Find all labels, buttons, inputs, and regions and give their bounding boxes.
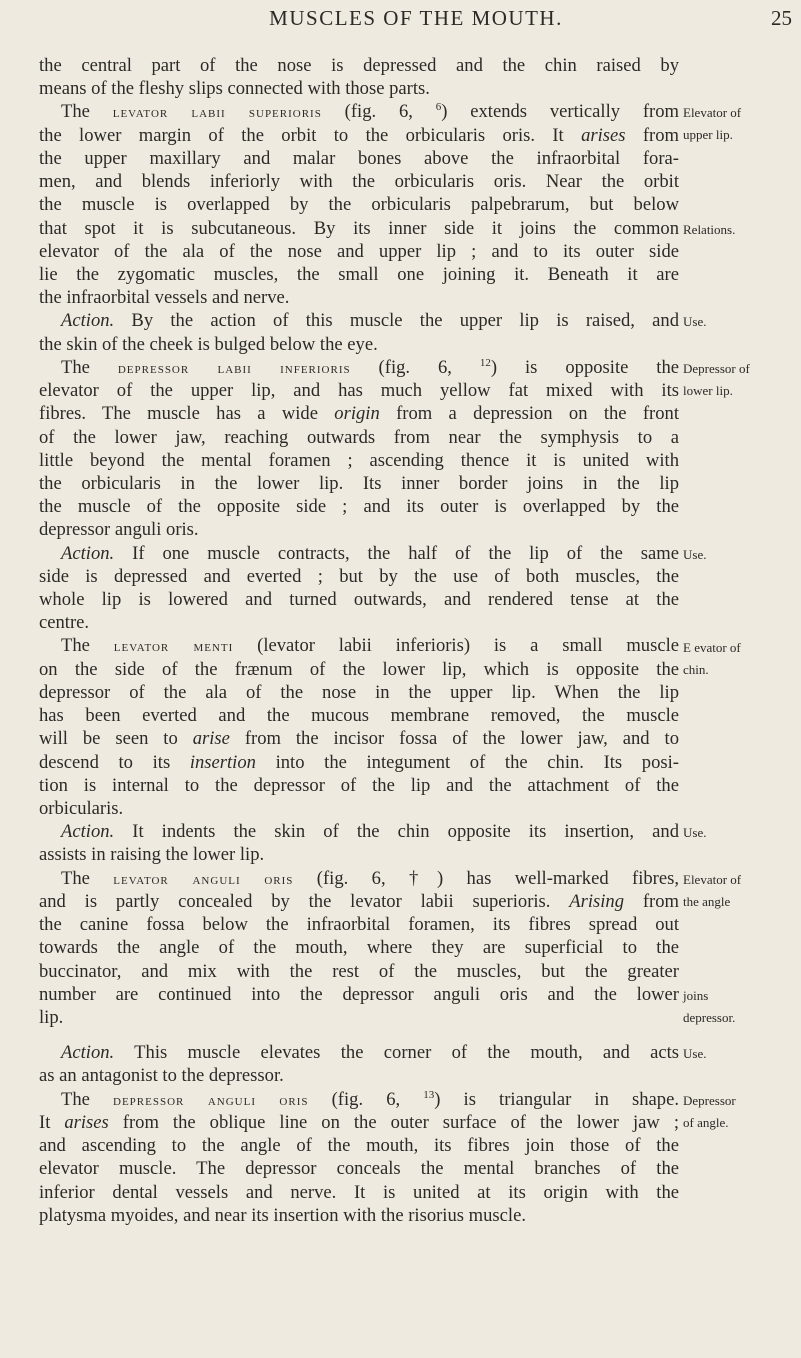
text-line	[39, 263, 679, 286]
marginal-note-line: E evator of	[683, 639, 741, 655]
text-line	[39, 426, 679, 449]
text-line	[39, 77, 679, 100]
text-run: assists in raising the lower lip.	[39, 844, 265, 866]
text-line	[39, 217, 679, 240]
text-run: has been everted and the mucous membrane removed, the muscle	[39, 705, 679, 727]
marginal-note-line: depressor.	[683, 1009, 736, 1025]
marginal-note-line: the angle	[683, 893, 731, 909]
text-line	[39, 379, 679, 402]
italic-term: Action.	[61, 1042, 115, 1064]
text-line	[39, 542, 679, 565]
muscle-name: levator menti	[113, 638, 234, 656]
marginal-note	[683, 548, 795, 562]
text-line	[39, 1204, 679, 1227]
marginal-note-line: Depressor of	[683, 360, 750, 376]
text-line	[39, 751, 679, 774]
text-run: that spot it is subcutaneous. By its inner side it joins the common	[39, 217, 679, 239]
text-run: the lower margin of the orbit to the orbicularis oris. It	[39, 124, 582, 146]
text-line	[39, 1006, 679, 1029]
text-line	[39, 913, 679, 936]
text-run: (fig. 6,	[321, 101, 436, 123]
italic-term: insertion	[189, 751, 256, 773]
italic-term: arises	[581, 124, 626, 146]
text-run: The	[61, 1088, 114, 1110]
marginal-note	[683, 315, 795, 329]
marginal-note	[683, 641, 795, 677]
figure-reference: 6	[435, 101, 442, 114]
text-line	[39, 193, 679, 216]
text-run: the upper maxillary and malar bones above the infraorbital fora-	[39, 147, 679, 169]
text-line	[39, 936, 679, 959]
text-line	[39, 565, 679, 588]
muscle-name: levator labii superioris	[112, 104, 322, 122]
text-run: from	[625, 124, 679, 146]
text-run: inferior dental vessels and nerve. It is united at its origin with the	[39, 1181, 679, 1203]
muscle-name: levator anguli oris	[113, 870, 294, 888]
text-run: from a depression on the front	[379, 403, 679, 425]
text-line	[39, 983, 679, 1006]
text-run: number are continued into the depressor anguli oris and the lower	[39, 983, 679, 1005]
text-run: will be seen to	[39, 728, 193, 750]
italic-term: origin	[334, 403, 380, 425]
marginal-note	[683, 106, 795, 142]
text-run: This muscle elevates the corner of the mouth, and acts	[114, 1042, 679, 1064]
text-run: ) extends vertically from	[441, 101, 680, 123]
text-run: whole lip is lowered and turned outwards, and rendered tense at the	[39, 589, 679, 611]
marginal-note-line: chin.	[683, 661, 709, 677]
text-line	[39, 518, 679, 541]
text-line	[39, 843, 679, 866]
text-run: depressor of the ala of the nose in the upper lip. When the lip	[39, 681, 679, 703]
italic-term: Action.	[61, 821, 115, 843]
text-run: descend to its	[39, 751, 190, 773]
text-line	[39, 54, 679, 77]
text-run: By the action of this muscle the upper lip is raised, and	[114, 310, 679, 332]
italic-term: Action.	[61, 310, 115, 332]
text-run: tion is internal to the depressor of the lip and the attachment of the	[39, 774, 679, 796]
text-line	[39, 1064, 679, 1087]
text-run: from the oblique line on the outer surface of the lower jaw ;	[108, 1111, 679, 1133]
text-line	[39, 309, 679, 332]
marginal-note	[683, 989, 795, 1025]
text-run: as an antagonist to the depressor.	[39, 1065, 284, 1087]
text-run: fibres. The muscle has a wide	[39, 403, 335, 425]
text-run: orbicularis.	[39, 798, 124, 819]
text-run: into the integument of the chin. Its posi-	[255, 751, 679, 773]
marginal-note	[683, 826, 795, 840]
text-run: the canine fossa below the infraorbital foramen, its fibres spread out	[39, 914, 679, 936]
text-line	[39, 1111, 679, 1134]
marginal-note-line: Use.	[683, 546, 707, 562]
text-run: the skin of the cheek is bulged below the eye.	[39, 333, 378, 355]
page-header	[40, 6, 792, 40]
text-run: If one muscle contracts, the half of the lip of the same	[114, 542, 679, 564]
text-run: side is depressed and everted ; but by the use of both muscles, the	[39, 565, 679, 587]
text-run: ) is opposite the	[490, 356, 680, 378]
text-line	[39, 333, 679, 356]
text-line	[39, 820, 679, 843]
text-run: ) is triangular in shape.	[434, 1088, 679, 1110]
text-run: elevator of the ala of the nose and upper lip ; and to its outer side	[39, 240, 679, 262]
text-run: platysma myoides, and near its insertion with the risorius muscle.	[39, 1204, 526, 1226]
text-run: (fig. 6,	[308, 1088, 424, 1110]
marginal-note	[683, 223, 795, 237]
text-run: elevator muscle. The depressor conceals the mental branches of the	[39, 1158, 679, 1180]
text-line	[39, 960, 679, 983]
text-run: It indents the skin of the chin opposite its insertion, and	[114, 821, 679, 843]
text-line	[39, 1088, 679, 1111]
text-run: The	[61, 101, 113, 123]
text-run: towards the angle of the mouth, where they are superficial to the	[39, 937, 679, 959]
marginal-note	[683, 1047, 795, 1061]
text-line	[39, 100, 679, 123]
text-line	[39, 449, 679, 472]
text-run: and is partly concealed by the levator labii superioris.	[39, 890, 570, 912]
text-line	[39, 1157, 679, 1180]
text-line	[39, 356, 679, 379]
marginal-note-line: of angle.	[683, 1114, 729, 1130]
marginal-note-line: Use.	[683, 1046, 707, 1062]
text-line	[39, 495, 679, 518]
text-run: buccinator, and mix with the rest of the muscles, but the greater	[39, 960, 679, 982]
marginal-note-line: Elevator of	[683, 105, 742, 121]
text-run: the muscle of the opposite side ; and its outer is overlapped by the	[39, 496, 679, 518]
text-line	[39, 681, 679, 704]
figure-reference: 12	[479, 356, 491, 369]
muscle-name: depressor anguli oris	[113, 1091, 309, 1109]
text-run: (levator labii inferioris) is a small muscle	[233, 635, 679, 657]
marginal-note-line: upper lip.	[683, 127, 733, 143]
text-line	[39, 774, 679, 797]
text-run: (fig. 6, †) has well-marked fibres,	[293, 867, 679, 889]
italic-term: arises	[64, 1111, 109, 1133]
italic-term: Arising	[569, 890, 625, 912]
marginal-note	[683, 1094, 795, 1130]
text-line	[39, 1181, 679, 1204]
text-run: It	[39, 1111, 65, 1133]
body-text	[39, 54, 679, 1227]
text-line	[39, 472, 679, 495]
text-line	[39, 240, 679, 263]
text-line	[39, 634, 679, 657]
page-number: 25	[771, 6, 792, 30]
marginal-note-line: Elevator of	[683, 871, 742, 887]
text-run: lie the zygomatic muscles, the small one joining it. Beneath it are	[39, 263, 679, 285]
text-run: of the lower jaw, reaching outwards from near the symphysis to a	[39, 426, 679, 448]
text-run: means of the fleshy slips connected with those parts.	[39, 78, 430, 100]
text-line	[39, 170, 679, 193]
marginal-note-line: Use.	[683, 825, 707, 841]
marginal-note-line: Depressor	[683, 1092, 736, 1108]
text-run: lip.	[39, 1006, 64, 1028]
text-run: and ascending to the angle of the mouth, its fibres join those of the	[39, 1135, 679, 1157]
text-run: The	[61, 356, 118, 378]
marginal-note	[683, 873, 795, 909]
text-run: little beyond the mental foramen ; ascending thence it is united with	[39, 449, 679, 471]
text-run: the central part of the nose is depressed and the chin raised by	[39, 55, 679, 76]
text-line	[39, 704, 679, 727]
figure-reference: 13	[423, 1088, 435, 1101]
text-run: from the incisor fossa of the lower jaw, and to	[229, 728, 679, 750]
text-line	[39, 890, 679, 913]
text-line	[39, 1134, 679, 1157]
text-run: depressor anguli oris.	[39, 519, 199, 541]
text-run: men, and blends inferiorly with the orbicularis oris. Near the orbit	[39, 171, 679, 193]
marginal-note	[683, 362, 795, 398]
text-run: from	[624, 890, 679, 912]
text-line	[39, 867, 679, 890]
marginal-note-line: joins	[683, 987, 709, 1003]
text-run: the infraorbital vessels and nerve.	[39, 287, 290, 309]
text-line	[39, 124, 679, 147]
text-run: on the side of the frænum of the lower lip, which is opposite the	[39, 658, 679, 680]
text-line	[39, 588, 679, 611]
text-run: elevator of the upper lip, and has much yellow fat mixed with its	[39, 380, 679, 402]
text-line	[39, 402, 679, 425]
marginal-note-line: Use.	[683, 314, 707, 330]
text-line	[39, 147, 679, 170]
text-line	[39, 286, 679, 309]
italic-term: Action.	[61, 542, 115, 564]
text-run: The	[61, 867, 114, 889]
text-line	[39, 658, 679, 681]
muscle-name: depressor labii inferioris	[117, 359, 351, 377]
text-run: the orbicularis in the lower lip. Its inner border joins in the lip	[39, 472, 679, 494]
text-run: the muscle is overlapped by the orbicularis palpebrarum, but below	[39, 194, 679, 216]
text-line	[39, 727, 679, 750]
text-line	[39, 611, 679, 634]
marginal-note-line: lower lip.	[683, 382, 733, 398]
italic-term: arise	[192, 728, 230, 750]
running-title: MUSCLES OF THE MOUTH.	[269, 6, 563, 30]
text-run: centre.	[39, 612, 90, 634]
text-run: The	[61, 635, 114, 657]
text-line	[39, 797, 679, 820]
marginal-note-line: Relations.	[683, 221, 736, 237]
text-run: (fig. 6,	[350, 356, 480, 378]
text-line	[39, 1041, 679, 1064]
